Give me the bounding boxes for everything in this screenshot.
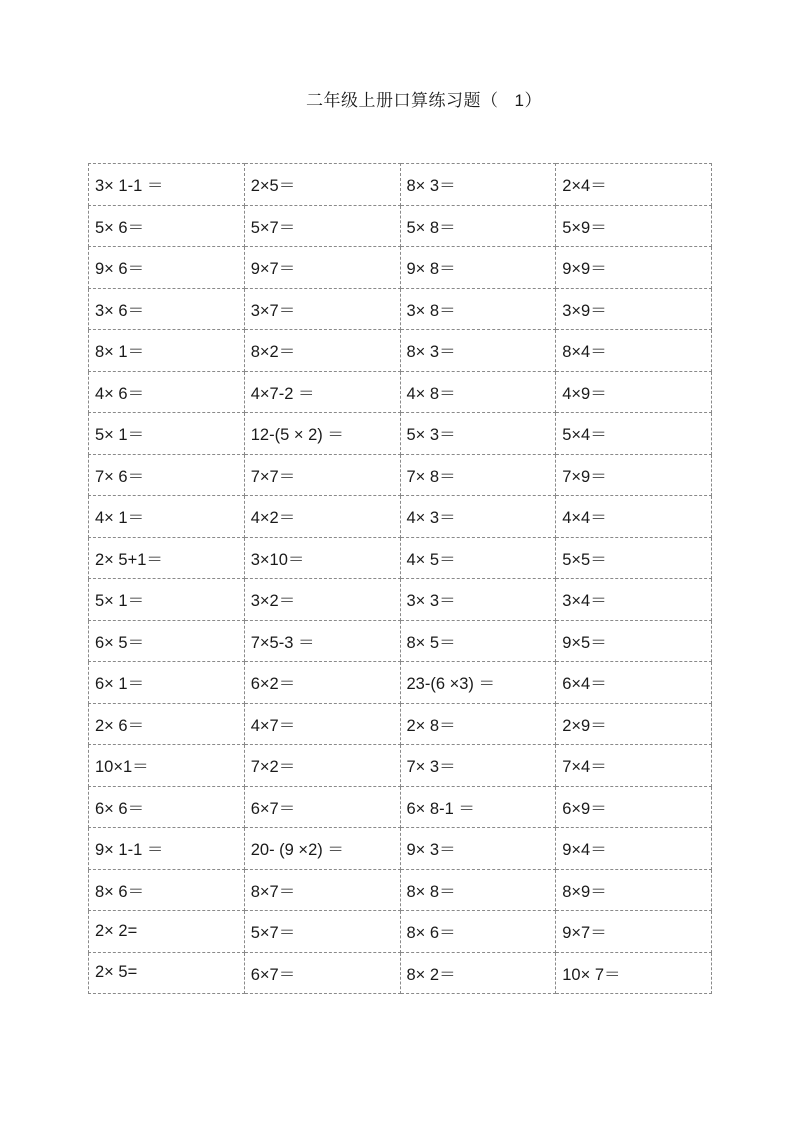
problem-cell: 3×4＝ bbox=[556, 579, 712, 621]
problem-cell: 4× 1＝ bbox=[89, 496, 245, 538]
table-row bbox=[89, 745, 712, 787]
problem-cell: 4×7-2 ＝ bbox=[244, 371, 400, 413]
problem-cell: 3×10＝ bbox=[244, 537, 400, 579]
table-row bbox=[89, 413, 712, 455]
problem-cell: 8×4＝ bbox=[556, 330, 712, 372]
problem-cell: 7×2＝ bbox=[244, 745, 400, 787]
table-row bbox=[89, 288, 712, 330]
problem-cell: 7×7＝ bbox=[244, 454, 400, 496]
problem-cell: 8× 5＝ bbox=[400, 620, 556, 662]
table-row bbox=[89, 786, 712, 828]
table-row bbox=[89, 247, 712, 289]
table-row bbox=[89, 869, 712, 911]
problem-cell: 9×7＝ bbox=[556, 911, 712, 953]
problem-cell: 8×2＝ bbox=[244, 330, 400, 372]
problem-cell: 6× 5＝ bbox=[89, 620, 245, 662]
problem-cell: 5×9＝ bbox=[556, 205, 712, 247]
problem-cell: 5×5＝ bbox=[556, 537, 712, 579]
table-row bbox=[89, 662, 712, 704]
problem-cell: 2× 5= bbox=[89, 952, 245, 994]
problem-cell: 3× 3＝ bbox=[400, 579, 556, 621]
problem-cell: 8× 8＝ bbox=[400, 869, 556, 911]
problem-cell: 9×7＝ bbox=[244, 247, 400, 289]
problem-cell: 6×9＝ bbox=[556, 786, 712, 828]
problem-cell: 6×7＝ bbox=[244, 952, 400, 994]
problem-cell: 9× 1-1 ＝ bbox=[89, 828, 245, 870]
problem-cell: 23-(6 ×3) ＝ bbox=[400, 662, 556, 704]
problem-cell: 2× 6＝ bbox=[89, 703, 245, 745]
problem-cell: 5×7＝ bbox=[244, 205, 400, 247]
problem-cell: 6× 1＝ bbox=[89, 662, 245, 704]
problem-cell: 8× 6＝ bbox=[400, 911, 556, 953]
problem-cell: 5×4＝ bbox=[556, 413, 712, 455]
table-row bbox=[89, 828, 712, 870]
table-row bbox=[89, 620, 712, 662]
problem-cell: 5× 3＝ bbox=[400, 413, 556, 455]
problem-cell: 9×9＝ bbox=[556, 247, 712, 289]
problem-cell: 12-(5 × 2) ＝ bbox=[244, 413, 400, 455]
problem-cell: 8×9＝ bbox=[556, 869, 712, 911]
problem-cell: 9× 3＝ bbox=[400, 828, 556, 870]
problem-cell: 9× 8＝ bbox=[400, 247, 556, 289]
problem-cell: 3× 6＝ bbox=[89, 288, 245, 330]
problem-cell: 4× 5＝ bbox=[400, 537, 556, 579]
table-row bbox=[89, 454, 712, 496]
problem-cell: 6×2＝ bbox=[244, 662, 400, 704]
problem-cell: 8× 2＝ bbox=[400, 952, 556, 994]
problem-cell: 5× 8＝ bbox=[400, 205, 556, 247]
worksheet-title-text: 二年级上册口算练习题（ bbox=[306, 91, 499, 111]
arithmetic-table bbox=[88, 163, 712, 994]
worksheet-title-number: 1） bbox=[514, 91, 542, 110]
problem-cell: 5× 6＝ bbox=[89, 205, 245, 247]
problem-cell: 2× 8＝ bbox=[400, 703, 556, 745]
problem-cell: 20- (9 ×2) ＝ bbox=[244, 828, 400, 870]
problem-cell: 3× 1-1 ＝ bbox=[89, 164, 245, 206]
problem-cell: 5× 1＝ bbox=[89, 413, 245, 455]
problem-cell: 9×5＝ bbox=[556, 620, 712, 662]
problem-cell: 4× 8＝ bbox=[400, 371, 556, 413]
problem-cell: 8× 1＝ bbox=[89, 330, 245, 372]
problem-cell: 4× 6＝ bbox=[89, 371, 245, 413]
problem-cell: 2×5＝ bbox=[244, 164, 400, 206]
problem-cell: 6× 6＝ bbox=[89, 786, 245, 828]
problem-cell: 6×4＝ bbox=[556, 662, 712, 704]
problem-cell: 2×9＝ bbox=[556, 703, 712, 745]
table-row bbox=[89, 952, 712, 994]
problem-cell: 3×2＝ bbox=[244, 579, 400, 621]
problem-cell: 8× 3＝ bbox=[400, 164, 556, 206]
worksheet-title bbox=[0, 86, 800, 111]
problem-cell: 7× 3＝ bbox=[400, 745, 556, 787]
problem-cell: 3×7＝ bbox=[244, 288, 400, 330]
problem-cell: 2× 5+1＝ bbox=[89, 537, 245, 579]
problem-cell: 5× 1＝ bbox=[89, 579, 245, 621]
table-row bbox=[89, 205, 712, 247]
problem-cell: 4×9＝ bbox=[556, 371, 712, 413]
problem-cell: 3×9＝ bbox=[556, 288, 712, 330]
problem-cell: 4×2＝ bbox=[244, 496, 400, 538]
problem-cell: 9×4＝ bbox=[556, 828, 712, 870]
problem-cell: 7×4＝ bbox=[556, 745, 712, 787]
arithmetic-table-body bbox=[89, 164, 712, 994]
problem-cell: 3× 8＝ bbox=[400, 288, 556, 330]
table-row bbox=[89, 371, 712, 413]
problem-cell: 4× 3＝ bbox=[400, 496, 556, 538]
problem-cell: 7×5-3 ＝ bbox=[244, 620, 400, 662]
problem-cell: 6×7＝ bbox=[244, 786, 400, 828]
problem-cell: 8× 3＝ bbox=[400, 330, 556, 372]
problem-cell: 7× 8＝ bbox=[400, 454, 556, 496]
problem-cell: 8× 6＝ bbox=[89, 869, 245, 911]
table-row bbox=[89, 164, 712, 206]
table-row bbox=[89, 703, 712, 745]
problem-cell: 2× 2= bbox=[89, 911, 245, 953]
table-row bbox=[89, 911, 712, 953]
problem-cell: 8×7＝ bbox=[244, 869, 400, 911]
problem-cell: 2×4＝ bbox=[556, 164, 712, 206]
problem-cell: 5×7＝ bbox=[244, 911, 400, 953]
problem-cell: 6× 8-1 ＝ bbox=[400, 786, 556, 828]
problem-cell: 10× 7＝ bbox=[556, 952, 712, 994]
table-row bbox=[89, 537, 712, 579]
table-row bbox=[89, 579, 712, 621]
problem-cell: 7× 6＝ bbox=[89, 454, 245, 496]
problem-cell: 4×7＝ bbox=[244, 703, 400, 745]
problem-cell: 10×1＝ bbox=[89, 745, 245, 787]
problem-cell: 7×9＝ bbox=[556, 454, 712, 496]
problem-cell: 4×4＝ bbox=[556, 496, 712, 538]
table-row bbox=[89, 496, 712, 538]
table-row bbox=[89, 330, 712, 372]
problem-cell: 9× 6＝ bbox=[89, 247, 245, 289]
